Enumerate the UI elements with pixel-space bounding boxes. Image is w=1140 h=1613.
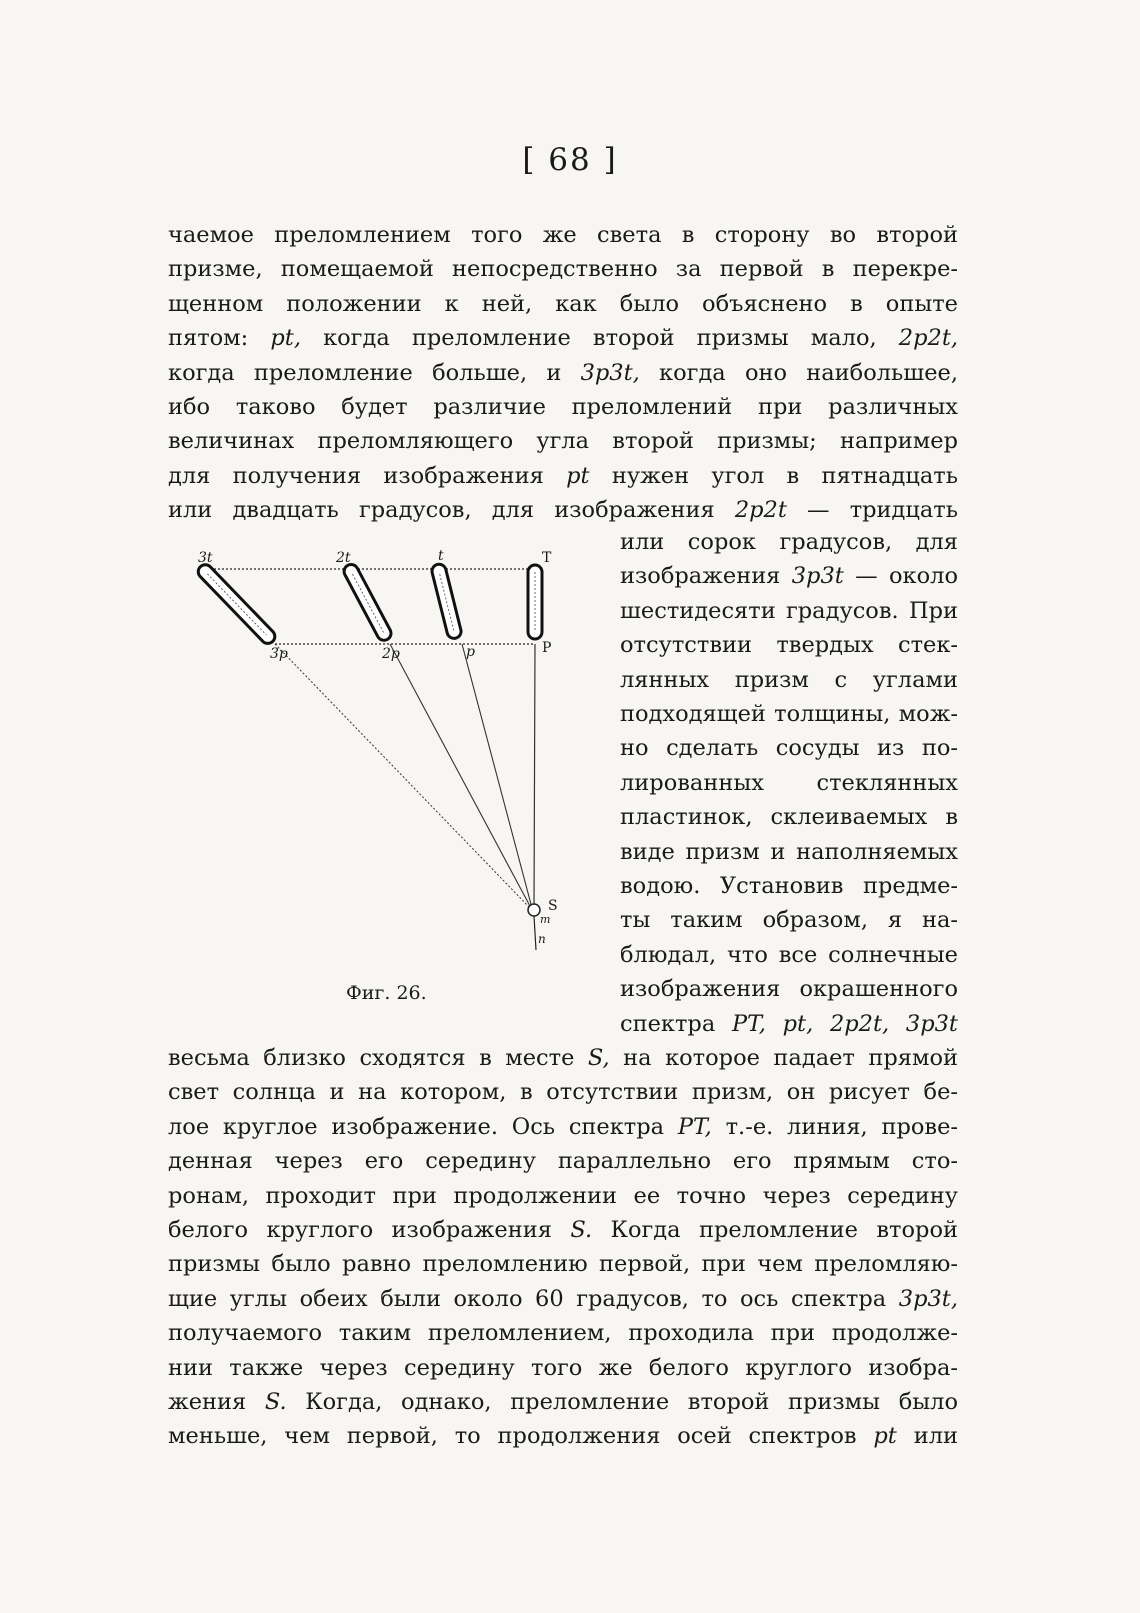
label-T: T [542, 550, 552, 566]
label-n: n [538, 932, 546, 946]
text-line: ты таким образом, я на- [620, 907, 958, 934]
spectrum-pt [431, 563, 463, 640]
page-number: [ 68 ] [522, 142, 618, 178]
text-line: весьма близко сходятся в месте S, на которое падает прямой [168, 1045, 958, 1071]
text-line: или сорок градусов, для [620, 529, 958, 555]
text-line: лянных призм с углами [620, 666, 958, 693]
text-line: получаемого таким преломлением, проходила при продолже- [168, 1320, 958, 1347]
text-line: блюдал, что все солнечные [620, 941, 958, 968]
tail-line [534, 916, 536, 950]
label-S: S [548, 898, 558, 914]
text-line: призме, помещаемой непосредственно за первой в перекре- [168, 256, 958, 283]
bottom-paragraph [168, 1041, 958, 1454]
white-image-S [528, 904, 540, 916]
axis-2p2t [390, 644, 531, 908]
text-line: отсутствии твердых стек- [620, 632, 958, 659]
text-line: чаемое преломлением того же света в сторону во второй [168, 222, 958, 248]
text-line: денная через его середину параллельно его прямым сто- [168, 1148, 958, 1175]
label-t: t [438, 548, 444, 564]
text-line: меньше, чем первой, то продолжения осей спектров pt или [168, 1423, 958, 1450]
text-line: белого круглого изображения S. Когда преломление второй [168, 1217, 958, 1244]
label-2p: 2p [382, 646, 400, 662]
spectrum-3p3t [195, 562, 277, 647]
text-line: величинах преломляющего угла второй призмы; например [168, 428, 958, 455]
label-2t: 2t [336, 550, 351, 566]
text-line: призмы было равно преломлению первой, при чем преломляю- [168, 1251, 958, 1278]
text-line: нии также через середину того же белого круглого изобра- [168, 1354, 958, 1381]
text-line: щие углы обеих были около 60 градусов, то ось спектра 3p3t, [168, 1285, 958, 1312]
spectrum-2p2t [342, 562, 394, 643]
axis-3p3t [275, 644, 530, 908]
text-line: спектра PT, pt, 2p2t, 3p3t [620, 1010, 958, 1037]
spectrum-PT [528, 565, 542, 639]
text-line: изображения окрашенного [620, 976, 958, 1003]
text-line: пластинок, склеиваемых в [620, 804, 958, 831]
axis-pt [462, 644, 532, 908]
figure-caption: Фиг. 26. [346, 982, 427, 1004]
top-paragraph [168, 218, 958, 528]
label-3p: 3p [270, 646, 288, 662]
text-line: ронам, проходит при продолжении ее точно через середину [168, 1182, 958, 1209]
text-line: шестидесяти градусов. При [620, 597, 958, 624]
text-line: лое круглое изображение. Ось спектра PT, т.-е. линия, прове- [168, 1113, 958, 1140]
label-P: P [542, 640, 552, 656]
text-line: щенном положении к ней, как было объяснено в опыте [168, 290, 958, 317]
label-m: m [540, 913, 551, 926]
text-line: свет солнца и на котором, в отсутствии призм, он рисует бе- [168, 1079, 958, 1106]
spectra-diagram [190, 558, 590, 978]
text-line: жения S. Когда, однако, преломление второй призмы было [168, 1389, 958, 1416]
text-line: но сделать сосуды из по- [620, 735, 958, 762]
figure-26 [190, 548, 590, 978]
text-line: ибо таково будет различие преломлений при различных [168, 394, 958, 421]
label-p: p [466, 644, 475, 660]
text-line: пятом: pt, когда преломление второй призмы мало, 2p2t, [168, 325, 959, 352]
label-3t: 3t [198, 550, 213, 566]
side-paragraph [620, 525, 958, 1041]
axis-PT [534, 644, 535, 910]
text-line: лированных стеклянных [620, 769, 958, 796]
text-line: водою. Установив предме- [620, 873, 958, 900]
text-line: виде призм и наполняемых [620, 838, 958, 865]
text-line: для получения изображения pt нужен угол в пятнадцать [168, 462, 958, 489]
text-line: или двадцать градусов, для изображения 2p2t — тридцать [168, 497, 958, 524]
text-line: подходящей толщины, мож- [620, 701, 958, 728]
text-line: изображения 3p3t — около [620, 563, 958, 590]
text-line: когда преломление больше, и 3p3t, когда оно наибольшее, [168, 359, 958, 386]
